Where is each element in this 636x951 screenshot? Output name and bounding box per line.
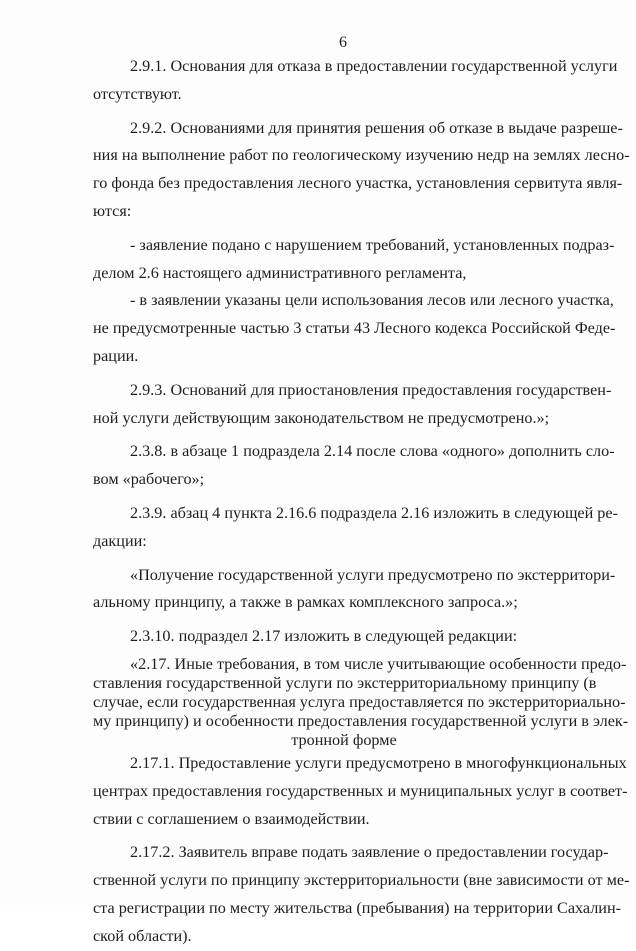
text-line: 2.9.1. Основания для отказа в предоставлении государственной услуги [130,57,618,75]
quoted-paragraph [93,562,616,618]
text-line: «Получение государственной услуги предусмотрено по экстерритори- [130,565,616,584]
paragraph-2-9-1 [93,53,618,109]
text-line: ской области). [93,926,192,945]
document-body [93,53,630,951]
paragraph-2-17-1 [93,750,628,833]
text-line: не предусмотренные частью 3 статьи 43 Лесного кодекса Российской Феде- [93,319,616,338]
text-line: ной услуги действующим законодательством не предусмотрено.»; [93,408,550,427]
heading-line: «2.17. Иные требования, в том числе учитывающие особенности предо- [130,654,627,673]
text-line: ствии с соглашением о взаимодействии. [93,809,370,828]
text-line: альному принципу, а также в рамках комплексного запроса.»; [93,593,518,612]
text-line: - заявление подано с нарушением требований, установленных подраз- [130,235,615,254]
heading-line: ставления государственной услуги по экстерриториальному принципу (в [93,673,597,692]
list-item-violation [93,232,615,288]
text-line: - в заявлении указаны цели использования лесов или лесного участка, [130,291,614,310]
section-heading-2-17 [93,654,629,750]
paragraph-2-9-2 [93,115,630,226]
text-line: делом 2.6 настоящего административного регламента, [93,263,467,282]
text-line: ста регистрации по месту жительства (пребывания) на территории Сахалин- [93,898,622,917]
text-line: 2.17.1. Предоставление услуги предусмотрено в многофункциональных [130,753,627,772]
heading-line: случае, если государственная услуга предоставляется по экстерриториально- [93,692,626,711]
text-line: ственной услуги по принципу экстерриториальности (вне зависимости от ме- [93,871,630,890]
paragraph-2-3-10 [93,623,595,651]
text-line: ния на выполнение работ по геологическому изучению недр на землях лесно- [93,146,630,165]
text-line: дакции: [93,531,147,550]
text-line: 2.9.2. Основаниями для принятия решения об отказе в выдаче разреше- [130,118,623,137]
paragraph-2-3-8 [93,438,615,494]
text-line: рации. [93,346,139,365]
text-line: 2.3.8. в абзаце 1 подраздела 2.14 после слова «одного» дополнить сло- [130,442,615,461]
text-line: центрах предоставления государственных и муниципальных услуг в соответ- [93,781,628,800]
text-line: отсутствуют. [93,84,182,103]
text-line: 2.3.10. подраздел 2.17 изложить в следующей редакции: [130,627,518,646]
text-line: вом «рабочего»; [93,470,205,489]
text-line: 2.9.3. Оснований для приостановления предоставления государствен- [130,380,612,399]
paragraph-2-3-9 [93,500,618,556]
text-line: 2.17.2. Заявитель вправе подать заявление о предоставлении государ- [130,843,609,862]
list-item-purposes [93,287,616,370]
text-line: 2.3.9. абзац 4 пункта 2.16.6 подраздела 2.16 изложить в следующей ре- [130,503,618,522]
heading-line: му принципу) и особенности предоставления государственной услуги в элек- [93,711,629,730]
heading-line: тронной форме [291,730,397,749]
page-number: 6 [339,34,347,51]
paragraph-2-9-3 [93,377,612,433]
text-line: го фонда без предоставления лесного участка, установления сервитута явля- [93,174,623,193]
text-line: ются: [93,201,132,220]
paragraph-2-17-2 [93,839,630,950]
